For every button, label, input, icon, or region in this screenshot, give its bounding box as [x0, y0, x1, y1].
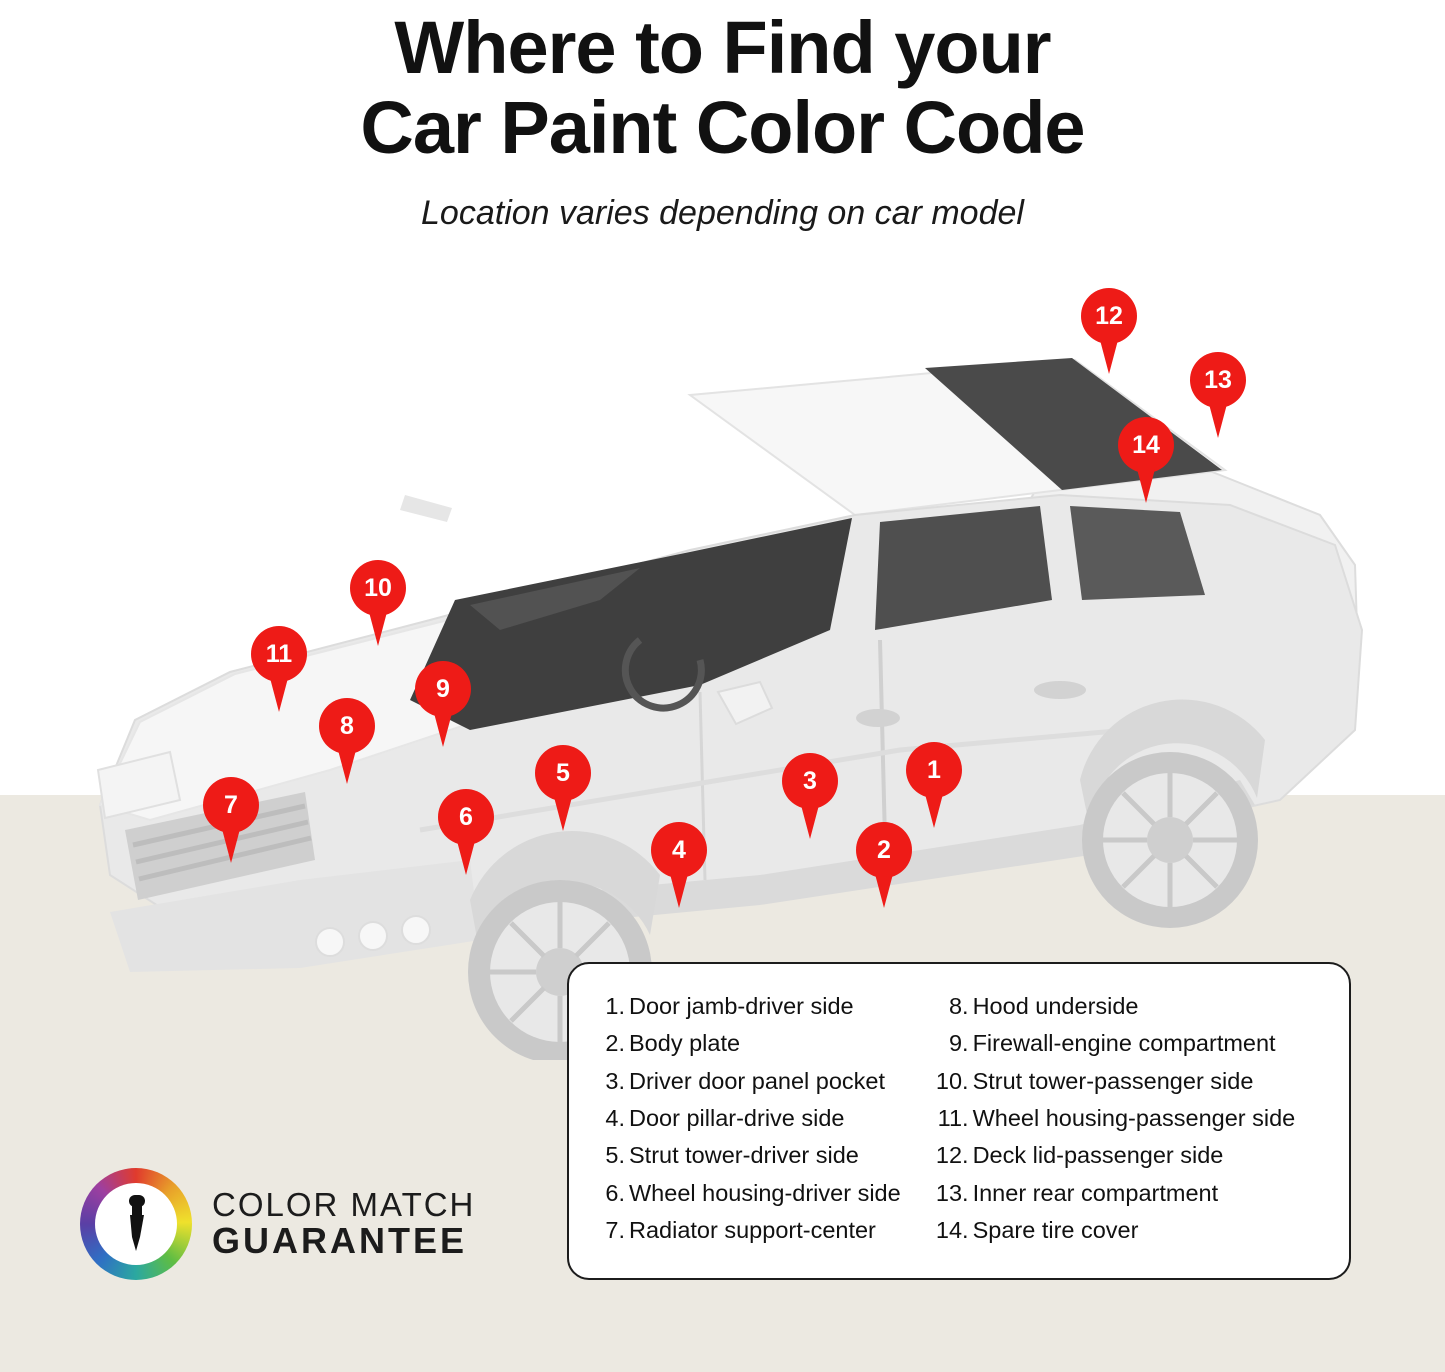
legend-number-4: 4.: [605, 1105, 625, 1132]
legend-label-9: Firewall-engine compartment: [972, 1030, 1276, 1057]
marker-3[interactable]: 3: [782, 753, 838, 809]
legend-item-6: [599, 1177, 913, 1210]
legend-item-2: [599, 1027, 913, 1060]
legend-number-5: 5.: [605, 1142, 625, 1169]
legend-item-1: [599, 990, 913, 1023]
legend-number-11: 11.: [937, 1105, 969, 1132]
legend-label-12: Deck lid-passenger side: [972, 1142, 1224, 1169]
legend-number-14: 14.: [935, 1217, 969, 1244]
legend-number-8: 8.: [948, 993, 969, 1019]
legend-number-2: 2.: [605, 1030, 625, 1057]
legend-item-12: [931, 1139, 1325, 1172]
legend-label-14: Spare tire cover: [972, 1217, 1139, 1244]
page-title-line-2: Car Paint Color Code: [360, 85, 1085, 169]
marker-5[interactable]: 5: [535, 745, 591, 801]
color-wheel-icon: [80, 1168, 192, 1280]
marker-7[interactable]: 7: [203, 777, 259, 833]
marker-11[interactable]: 11: [251, 626, 307, 682]
legend-column-right: [931, 990, 1325, 1248]
brand-lockup: [80, 1168, 475, 1280]
page-header: [0, 0, 1445, 233]
brand-line-1: COLOR MATCH: [212, 1185, 476, 1223]
legend-item-11: [931, 1102, 1325, 1135]
legend-label-13: Inner rear compartment: [972, 1179, 1219, 1206]
legend-item-8: [931, 990, 1325, 1023]
marker-10[interactable]: 10: [350, 560, 406, 616]
brand-text: [212, 1185, 476, 1262]
marker-8[interactable]: 8: [319, 698, 375, 754]
legend-number-7: 7.: [605, 1217, 625, 1244]
marker-14[interactable]: 14: [1118, 417, 1174, 473]
marker-2[interactable]: 2: [856, 822, 912, 878]
marker-4[interactable]: 4: [651, 822, 707, 878]
legend-number-12: 12.: [935, 1142, 969, 1169]
legend-item-4: [599, 1102, 913, 1135]
legend-item-9: [931, 1027, 1325, 1060]
legend-label-6: Wheel housing-driver side: [629, 1179, 901, 1206]
marker-1[interactable]: 1: [906, 742, 962, 798]
legend-number-9: 9.: [948, 1030, 969, 1057]
color-wheel-inner: [95, 1183, 177, 1265]
marker-12[interactable]: 12: [1081, 288, 1137, 344]
legend-item-5: [599, 1139, 913, 1172]
legend-label-2: Body plate: [629, 1030, 741, 1057]
page-title-line-1: Where to Find your: [394, 6, 1051, 89]
legend-item-14: [931, 1214, 1325, 1247]
legend-label-11: Wheel housing-passenger side: [972, 1105, 1296, 1132]
legend-box: [567, 962, 1351, 1280]
legend-label-7: Radiator support-center: [629, 1217, 876, 1244]
marker-13[interactable]: 13: [1190, 352, 1246, 408]
legend-number-13: 13.: [935, 1179, 969, 1206]
car-illustration: [0, 300, 1445, 1060]
legend-number-3: 3.: [605, 1067, 625, 1094]
legend-item-3: [599, 1065, 913, 1098]
eyedropper-icon: [110, 1193, 162, 1255]
legend-item-13: [931, 1177, 1325, 1210]
brand-line-2: GUARANTEE: [212, 1220, 468, 1262]
legend-label-5: Strut tower-driver side: [629, 1142, 859, 1169]
legend-label-4: Door pillar-drive side: [629, 1105, 845, 1132]
legend-label-10: Strut tower-passenger side: [972, 1067, 1254, 1094]
legend-number-6: 6.: [605, 1179, 625, 1206]
legend-number-1: 1.: [605, 993, 625, 1019]
legend-number-10: 10.: [935, 1067, 969, 1094]
legend-label-8: Hood underside: [972, 993, 1139, 1019]
legend-item-10: [931, 1065, 1325, 1098]
legend-label-3: Driver door panel pocket: [629, 1067, 886, 1094]
page-subtitle: Location varies depending on car model: [421, 193, 1024, 232]
marker-6[interactable]: 6: [438, 789, 494, 845]
legend-label-1: Door jamb-driver side: [629, 993, 854, 1019]
legend-item-7: [599, 1214, 913, 1247]
legend-column-left: [599, 990, 913, 1248]
marker-9[interactable]: 9: [415, 661, 471, 717]
